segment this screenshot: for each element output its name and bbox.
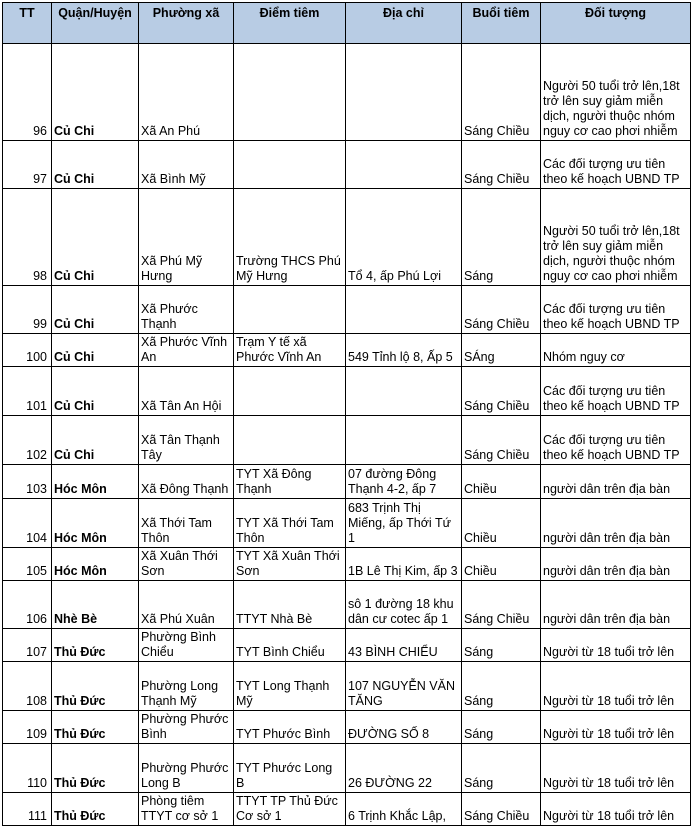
cell-district: Củ Chi	[52, 286, 139, 334]
cell-target: Các đối tượng ưu tiên theo kế hoạch UBND TP	[541, 141, 691, 189]
cell-tt: 99	[3, 286, 52, 334]
cell-site: TYT Phước Bình	[234, 711, 346, 744]
cell-session: Sáng	[462, 662, 541, 711]
header-row	[3, 3, 691, 44]
cell-site	[234, 367, 346, 416]
cell-session: Sáng	[462, 189, 541, 286]
cell-ward: Xã Phước Vĩnh An	[139, 334, 234, 367]
cell-tt: 100	[3, 334, 52, 367]
cell-district: Thủ Đức	[52, 744, 139, 793]
table-row	[3, 548, 691, 581]
cell-session: Chiều	[462, 499, 541, 548]
cell-target: Các đối tượng ưu tiên theo kế hoạch UBND TP	[541, 367, 691, 416]
cell-session: Chiều	[462, 548, 541, 581]
cell-site	[234, 286, 346, 334]
cell-target: Các đối tượng ưu tiên theo kế hoạch UBND TP	[541, 416, 691, 465]
cell-ward: Phường Bình Chiểu	[139, 629, 234, 662]
cell-district: Củ Chi	[52, 189, 139, 286]
cell-ward: Xã Tân An Hội	[139, 367, 234, 416]
table-row	[3, 141, 691, 189]
cell-district: Thủ Đức	[52, 629, 139, 662]
cell-ward: Xã Phước Thạnh	[139, 286, 234, 334]
cell-site	[234, 416, 346, 465]
cell-ward: Xã Tân Thạnh Tây	[139, 416, 234, 465]
cell-session: Sáng Chiều	[462, 793, 541, 826]
cell-target: Người 50 tuổi trở lên,18t trở lên suy giảm miễn dịch, người thuộc nhóm nguy cơ cao phơi nhiễm	[541, 44, 691, 141]
table-row	[3, 629, 691, 662]
col-header-tt: TT	[3, 3, 52, 44]
cell-tt: 107	[3, 629, 52, 662]
cell-site: TYT Long Thạnh Mỹ	[234, 662, 346, 711]
cell-site: TYT Bình Chiểu	[234, 629, 346, 662]
cell-tt: 102	[3, 416, 52, 465]
cell-site: TTYT TP Thủ Đức Cơ sở 1	[234, 793, 346, 826]
cell-ward: Xã Đông Thạnh	[139, 465, 234, 499]
cell-ward: Xã Xuân Thới Sơn	[139, 548, 234, 581]
cell-target: Người từ 18 tuổi trở lên	[541, 744, 691, 793]
cell-target: Người từ 18 tuổi trở lên	[541, 662, 691, 711]
table-row	[3, 44, 691, 141]
cell-district: Hóc Môn	[52, 548, 139, 581]
cell-tt: 103	[3, 465, 52, 499]
cell-site: TYT Phước Long B	[234, 744, 346, 793]
cell-ward: Xã Bình Mỹ	[139, 141, 234, 189]
table-row	[3, 465, 691, 499]
col-header-session: Buổi tiêm	[462, 3, 541, 44]
cell-target: người dân trên địa bàn	[541, 548, 691, 581]
cell-district: Thủ Đức	[52, 793, 139, 826]
cell-tt: 98	[3, 189, 52, 286]
cell-address: 1B Lê Thị Kim, ấp 3	[346, 548, 462, 581]
table-row	[3, 581, 691, 629]
cell-session: Sáng Chiều	[462, 367, 541, 416]
cell-address: 107 NGUYỄN VĂN TĂNG	[346, 662, 462, 711]
cell-tt: 106	[3, 581, 52, 629]
cell-target: người dân trên địa bàn	[541, 465, 691, 499]
cell-session: Sáng	[462, 711, 541, 744]
cell-site	[234, 141, 346, 189]
cell-ward: Xã Phú Xuân	[139, 581, 234, 629]
table-row	[3, 662, 691, 711]
cell-site: TYT Xã Thới Tam Thôn	[234, 499, 346, 548]
col-header-district: Quận/Huyện	[52, 3, 139, 44]
cell-tt: 105	[3, 548, 52, 581]
table-row	[3, 793, 691, 826]
cell-target: Người từ 18 tuổi trở lên	[541, 793, 691, 826]
cell-tt: 101	[3, 367, 52, 416]
table-row	[3, 744, 691, 793]
cell-address: 43 BÌNH CHIỂU	[346, 629, 462, 662]
cell-district: Củ Chi	[52, 367, 139, 416]
cell-district: Củ Chi	[52, 416, 139, 465]
cell-district: Thủ Đức	[52, 711, 139, 744]
cell-site: TYT Xã Đông Thạnh	[234, 465, 346, 499]
cell-session: Sáng Chiều	[462, 44, 541, 141]
cell-address: ĐƯỜNG SỐ 8	[346, 711, 462, 744]
cell-session: Sáng Chiều	[462, 416, 541, 465]
table-row	[3, 334, 691, 367]
cell-target: Người 50 tuổi trở lên,18t trở lên suy giảm miễn dịch, người thuộc nhóm nguy cơ cao phơi nhiễm	[541, 189, 691, 286]
cell-site: Trạm Y tế xã Phước Vĩnh An	[234, 334, 346, 367]
cell-session: Sáng	[462, 744, 541, 793]
cell-tt: 111	[3, 793, 52, 826]
cell-site: TTYT Nhà Bè	[234, 581, 346, 629]
table-row	[3, 499, 691, 548]
cell-target: Các đối tượng ưu tiên theo kế hoạch UBND TP	[541, 286, 691, 334]
cell-tt: 104	[3, 499, 52, 548]
col-header-site: Điểm tiêm	[234, 3, 346, 44]
cell-address: 6 Trịnh Khắc Lập,	[346, 793, 462, 826]
cell-site: Trường THCS Phú Mỹ Hưng	[234, 189, 346, 286]
cell-address	[346, 141, 462, 189]
table-row	[3, 367, 691, 416]
cell-address: 07 đường Đông Thạnh 4-2, ấp 7	[346, 465, 462, 499]
table-row	[3, 711, 691, 744]
cell-address	[346, 416, 462, 465]
cell-site: TYT Xã Xuân Thới Sơn	[234, 548, 346, 581]
cell-address: sô 1 đường 18 khu dân cư cotec ấp 1	[346, 581, 462, 629]
cell-district: Củ Chi	[52, 141, 139, 189]
cell-address: 549 Tỉnh lộ 8, Ấp 5	[346, 334, 462, 367]
cell-address: 683 Trịnh Thị Miếng, ấp Thới Tứ 1	[346, 499, 462, 548]
cell-tt: 97	[3, 141, 52, 189]
cell-tt: 109	[3, 711, 52, 744]
vaccination-schedule-table	[2, 2, 691, 826]
cell-tt: 96	[3, 44, 52, 141]
cell-district: Củ Chi	[52, 334, 139, 367]
cell-ward: Xã Thới Tam Thôn	[139, 499, 234, 548]
cell-ward: Phòng tiêm TTYT cơ sở 1	[139, 793, 234, 826]
table-row	[3, 286, 691, 334]
cell-ward: Phường Phước Bình	[139, 711, 234, 744]
cell-ward: Xã An Phú	[139, 44, 234, 141]
cell-district: Hóc Môn	[52, 499, 139, 548]
cell-district: Củ Chi	[52, 44, 139, 141]
cell-district: Nhè Bè	[52, 581, 139, 629]
col-header-ward: Phường xã	[139, 3, 234, 44]
cell-address	[346, 367, 462, 416]
cell-target: Người từ 18 tuổi trở lên	[541, 629, 691, 662]
cell-target: Người từ 18 tuổi trở lên	[541, 711, 691, 744]
cell-target: người dân trên địa bàn	[541, 581, 691, 629]
cell-session: Sáng	[462, 629, 541, 662]
cell-tt: 110	[3, 744, 52, 793]
cell-target: Nhóm nguy cơ	[541, 334, 691, 367]
table-row	[3, 416, 691, 465]
cell-site	[234, 44, 346, 141]
cell-address	[346, 44, 462, 141]
cell-session: Sáng Chiều	[462, 286, 541, 334]
cell-tt: 108	[3, 662, 52, 711]
cell-address: Tổ 4, ấp Phú Lợi	[346, 189, 462, 286]
cell-session: Chiều	[462, 465, 541, 499]
cell-district: Thủ Đức	[52, 662, 139, 711]
cell-session: Sáng Chiều	[462, 141, 541, 189]
cell-session: Sáng Chiều	[462, 581, 541, 629]
col-header-target: Đối tượng	[541, 3, 691, 44]
cell-target: người dân trên địa bàn	[541, 499, 691, 548]
cell-session: SÁng	[462, 334, 541, 367]
col-header-address: Địa chỉ	[346, 3, 462, 44]
cell-ward: Phường Phước Long B	[139, 744, 234, 793]
table-row	[3, 189, 691, 286]
cell-ward: Phường Long Thạnh Mỹ	[139, 662, 234, 711]
cell-address: 26 ĐƯỜNG 22	[346, 744, 462, 793]
cell-district: Hóc Môn	[52, 465, 139, 499]
cell-address	[346, 286, 462, 334]
cell-ward: Xã Phú Mỹ Hưng	[139, 189, 234, 286]
